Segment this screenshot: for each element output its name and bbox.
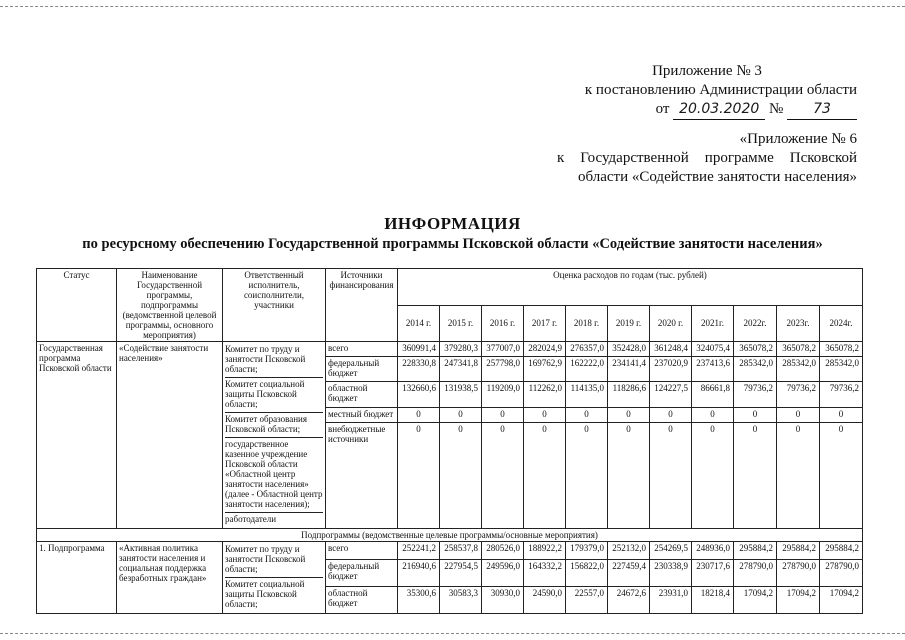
sub1-executors bbox=[223, 542, 326, 614]
value-cell: 24590,0 bbox=[524, 586, 566, 613]
value-cell: 30583,3 bbox=[440, 586, 482, 613]
value-cell: 30930,0 bbox=[482, 586, 524, 613]
value-cell: 0 bbox=[608, 408, 650, 423]
value-cell: 278790,0 bbox=[820, 559, 863, 586]
value-cell: 0 bbox=[440, 408, 482, 423]
value-cell: 17094,2 bbox=[820, 586, 863, 613]
value-cell: 79736,2 bbox=[820, 382, 863, 408]
source-cell: областной бюджет bbox=[326, 586, 398, 613]
header-executors: Ответственный исполнитель, соисполнители, участники bbox=[223, 269, 326, 342]
header-estimate: Оценка расходов по годам (тыс. рублей) bbox=[398, 269, 863, 306]
value-cell: 22557,0 bbox=[566, 586, 608, 613]
header-status: Статус bbox=[37, 269, 117, 342]
value-cell: 17094,2 bbox=[734, 586, 777, 613]
value-cell: 278790,0 bbox=[734, 559, 777, 586]
value-cell: 35300,6 bbox=[398, 586, 440, 613]
value-cell: 24672,6 bbox=[608, 586, 650, 613]
value-cell: 79736,2 bbox=[734, 382, 777, 408]
value-cell: 18218,4 bbox=[692, 586, 734, 613]
scan-edge-bottom bbox=[0, 633, 905, 634]
value-cell: 112262,0 bbox=[524, 382, 566, 408]
value-cell: 0 bbox=[692, 408, 734, 423]
value-cell: 0 bbox=[650, 422, 692, 528]
executor-item: государственное казенное учреждение Псковской области «Областной центр занятости населения» (далее - Областной центр занятости населения); bbox=[225, 438, 323, 513]
value-cell: 0 bbox=[524, 422, 566, 528]
value-cell: 0 bbox=[734, 422, 777, 528]
value-cell: 230338,9 bbox=[650, 559, 692, 586]
value-cell: 282024,9 bbox=[524, 342, 566, 357]
source-cell: федеральный бюджет bbox=[326, 356, 398, 382]
value-cell: 17094,2 bbox=[777, 586, 820, 613]
value-cell: 188922,2 bbox=[524, 542, 566, 560]
value-cell: 285342,0 bbox=[820, 356, 863, 382]
year-header: 2020 г. bbox=[650, 305, 692, 342]
value-cell: 162222,0 bbox=[566, 356, 608, 382]
program-executors bbox=[223, 342, 326, 529]
source-cell: областной бюджет bbox=[326, 382, 398, 408]
value-cell: 169762,9 bbox=[524, 356, 566, 382]
value-cell: 0 bbox=[777, 408, 820, 423]
value-cell: 352428,0 bbox=[608, 342, 650, 357]
resolution-line: к постановлению Администрации области bbox=[584, 82, 857, 98]
source-cell: местный бюджет bbox=[326, 408, 398, 423]
value-cell: 164332,2 bbox=[524, 559, 566, 586]
value-cell: 0 bbox=[608, 422, 650, 528]
value-cell: 0 bbox=[398, 422, 440, 528]
value-cell: 295884,2 bbox=[777, 542, 820, 560]
value-cell: 360991,4 bbox=[398, 342, 440, 357]
value-cell: 0 bbox=[440, 422, 482, 528]
appendix6-line3: области «Содействие занятости населения» bbox=[577, 169, 857, 185]
value-cell: 0 bbox=[820, 408, 863, 423]
value-cell: 119209,0 bbox=[482, 382, 524, 408]
value-cell: 227954,5 bbox=[440, 559, 482, 586]
value-cell: 252132,0 bbox=[608, 542, 650, 560]
title-main: ИНФОРМАЦИЯ bbox=[384, 214, 521, 233]
approval-header bbox=[557, 62, 857, 120]
value-cell: 79736,2 bbox=[777, 382, 820, 408]
value-cell: 365078,2 bbox=[734, 342, 777, 357]
value-cell: 285342,0 bbox=[734, 356, 777, 382]
table-row bbox=[37, 542, 863, 560]
executor-item: работодатели bbox=[225, 514, 277, 524]
date-number-line bbox=[557, 100, 857, 120]
program-status: Государственная программа Псковской области bbox=[37, 342, 117, 529]
value-cell: 131938,5 bbox=[440, 382, 482, 408]
year-header: 2024г. bbox=[820, 305, 863, 342]
value-cell: 295884,2 bbox=[734, 542, 777, 560]
value-cell: 0 bbox=[398, 408, 440, 423]
value-cell: 237413,6 bbox=[692, 356, 734, 382]
value-cell: 0 bbox=[777, 422, 820, 528]
year-header: 2021г. bbox=[692, 305, 734, 342]
year-header: 2019 г. bbox=[608, 305, 650, 342]
value-cell: 118286,6 bbox=[608, 382, 650, 408]
value-cell: 365078,2 bbox=[820, 342, 863, 357]
value-cell: 249596,0 bbox=[482, 559, 524, 586]
value-cell: 179379,0 bbox=[566, 542, 608, 560]
value-cell: 0 bbox=[482, 422, 524, 528]
value-cell: 0 bbox=[482, 408, 524, 423]
executor-item: Комитет социальной защиты Псковской области; bbox=[225, 579, 305, 609]
value-cell: 276357,0 bbox=[566, 342, 608, 357]
from-label: от bbox=[655, 101, 670, 117]
value-cell: 280526,0 bbox=[482, 542, 524, 560]
value-cell: 227459,4 bbox=[608, 559, 650, 586]
value-cell: 252241,2 bbox=[398, 542, 440, 560]
value-cell: 228330,8 bbox=[398, 356, 440, 382]
value-cell: 365078,2 bbox=[777, 342, 820, 357]
section-row bbox=[37, 529, 863, 542]
table-body bbox=[37, 342, 863, 614]
table-row bbox=[37, 342, 863, 357]
header-sources: Источники финансирования bbox=[326, 269, 398, 342]
sub1-name: «Активная политика занятости населения и социальная поддержка безработных граждан» bbox=[117, 542, 223, 614]
year-header: 2018 г. bbox=[566, 305, 608, 342]
value-cell: 258537,8 bbox=[440, 542, 482, 560]
value-cell: 230717,6 bbox=[692, 559, 734, 586]
executor-item: Комитет по труду и занятости Псковской области; bbox=[225, 543, 323, 578]
value-cell: 23931,0 bbox=[650, 586, 692, 613]
value-cell: 0 bbox=[650, 408, 692, 423]
value-cell: 132660,6 bbox=[398, 382, 440, 408]
sub1-status: 1. Подпрограмма bbox=[37, 542, 117, 614]
handwritten-date: 20.03.2020 bbox=[673, 100, 765, 120]
appendix6-label: «Приложение № 6 bbox=[739, 131, 857, 147]
value-cell: 324075,4 bbox=[692, 342, 734, 357]
value-cell: 0 bbox=[820, 422, 863, 528]
number-label: № bbox=[768, 101, 784, 117]
executor-item: Комитет образования Псковской области; bbox=[225, 413, 323, 438]
value-cell: 0 bbox=[734, 408, 777, 423]
value-cell: 237020,9 bbox=[650, 356, 692, 382]
header-name: Наименование Государственной программы, подпрограммы (ведомственной целевой программы, основного мероприятия) bbox=[117, 269, 223, 342]
title-sub: по ресурсному обеспечению Государственной программы Псковской области «Содействие занятости населения» bbox=[82, 236, 823, 252]
year-header: 2022г. bbox=[734, 305, 777, 342]
value-cell: 361248,4 bbox=[650, 342, 692, 357]
value-cell: 247341,8 bbox=[440, 356, 482, 382]
value-cell: 114135,0 bbox=[566, 382, 608, 408]
section-label: Подпрограммы (ведомственные целевые программы/основные мероприятия) bbox=[37, 529, 863, 542]
source-cell: всего bbox=[326, 542, 398, 560]
value-cell: 377007,0 bbox=[482, 342, 524, 357]
value-cell: 156822,0 bbox=[566, 559, 608, 586]
source-cell: федеральный бюджет bbox=[326, 559, 398, 586]
value-cell: 295884,2 bbox=[820, 542, 863, 560]
value-cell: 216940,6 bbox=[398, 559, 440, 586]
value-cell: 379280,3 bbox=[440, 342, 482, 357]
year-header: 2015 г. bbox=[440, 305, 482, 342]
source-cell: внебюджетные источники bbox=[326, 422, 398, 528]
executor-item: Комитет по труду и занятости Псковской области; bbox=[225, 343, 323, 378]
value-cell: 285342,0 bbox=[777, 356, 820, 382]
year-header: 2016 г. bbox=[482, 305, 524, 342]
executor-item: Комитет социальной защиты Псковской области; bbox=[225, 378, 323, 413]
resource-table bbox=[36, 268, 863, 614]
program-name: «Содействие занятости населения» bbox=[117, 342, 223, 529]
year-header: 2014 г. bbox=[398, 305, 440, 342]
value-cell: 278790,0 bbox=[777, 559, 820, 586]
appendix6-line2: к Государственной программе Псковской bbox=[557, 150, 857, 166]
value-cell: 0 bbox=[692, 422, 734, 528]
value-cell: 0 bbox=[566, 422, 608, 528]
value-cell: 254269,5 bbox=[650, 542, 692, 560]
document-title bbox=[0, 214, 905, 253]
appendix-label: Приложение № 3 bbox=[652, 63, 762, 79]
value-cell: 234141,4 bbox=[608, 356, 650, 382]
value-cell: 0 bbox=[524, 408, 566, 423]
value-cell: 257798,0 bbox=[482, 356, 524, 382]
handwritten-number: 73 bbox=[787, 100, 857, 120]
value-cell: 248936,0 bbox=[692, 542, 734, 560]
value-cell: 124227,5 bbox=[650, 382, 692, 408]
program-appendix-header bbox=[557, 130, 857, 187]
year-header: 2017 г. bbox=[524, 305, 566, 342]
value-cell: 0 bbox=[566, 408, 608, 423]
year-header: 2023г. bbox=[777, 305, 820, 342]
value-cell: 86661,8 bbox=[692, 382, 734, 408]
source-cell: всего bbox=[326, 342, 398, 357]
scan-edge-top bbox=[0, 6, 905, 7]
